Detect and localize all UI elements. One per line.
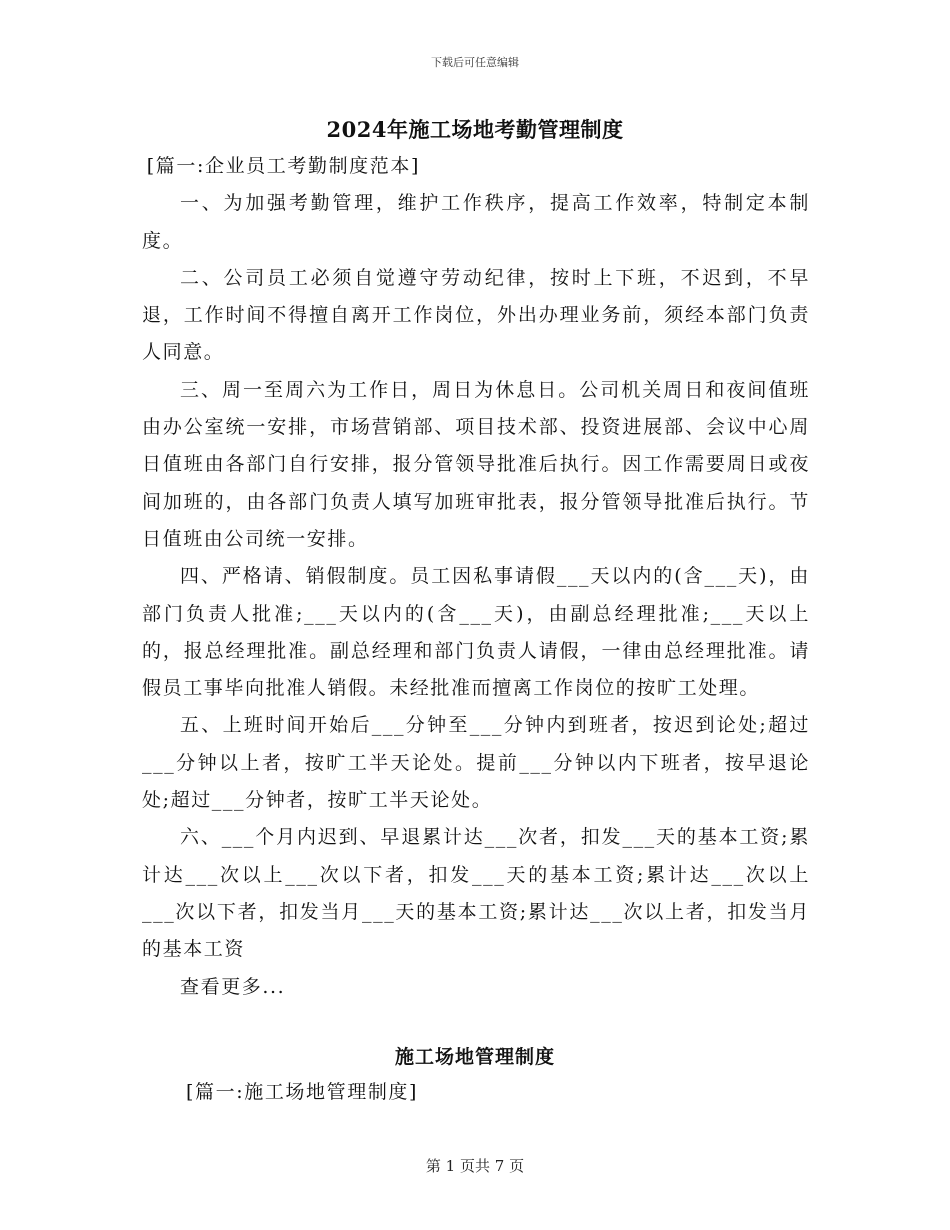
section-title: 施工场地管理制度	[394, 1046, 555, 1068]
section-subtitle: [篇一:施工场地管理制度]	[186, 1081, 419, 1103]
paragraph-4: 四、严格请、销假制度。员工因私事请假___天以内的(含___天)，由部门负责人批准;___天以内的(含___天)，由副总经理批准;___天以上的，报总经理批准。副总经理和部门负责人请假，一律由总经理批准。请假员工事毕向批准人销假。未经批准而擅离工作岗位的按旷工处理。	[142, 565, 810, 700]
paragraph-heading: [篇一:企业员工考勤制度范本]	[146, 155, 420, 177]
document-body	[142, 148, 810, 1006]
paragraph-5: 五、上班时间开始后___分钟至___分钟内到班者，按迟到论处;超过___分钟以上者，按旷工半天论处。提前___分钟以内下班者，按早退论处;超过___分钟者，按旷工半天论处。	[142, 714, 810, 812]
paragraph-2: 二、公司员工必须自觉遵守劳动纪律，按时上下班，不迟到，不早退，工作时间不得擅自离开工作岗位，外出办理业务前，须经本部门负责人同意。	[142, 266, 810, 364]
page-number-footer: 第 1 页共 7 页	[425, 1157, 525, 1175]
header-note: 下载后可任意编辑	[431, 56, 519, 69]
document-title: 2024年施工场地考勤管理制度	[326, 117, 624, 142]
paragraph-1: 一、为加强考勤管理，维护工作秩序，提高工作效率，特制定本制度。	[142, 192, 810, 252]
see-more-link[interactable]: 查看更多...	[180, 975, 286, 998]
paragraph-6: 六、___个月内迟到、早退累计达___次者，扣发___天的基本工资;累计达___次以上___次以下者，扣发___天的基本工资;累计达___次以上___次以下者，扣发当月___天的基本工资;累计达___次以上者，扣发当月的基本工资	[142, 826, 810, 961]
paragraph-3: 三、周一至周六为工作日，周日为休息日。公司机关周日和夜间值班由办公室统一安排，市场营销部、项目技术部、投资进展部、会议中心周日值班由各部门自行安排，报分管领导批准后执行。因工作需要周日或夜间加班的，由各部门负责人填写加班审批表，报分管领导批准后执行。节日值班由公司统一安排。	[142, 378, 810, 550]
